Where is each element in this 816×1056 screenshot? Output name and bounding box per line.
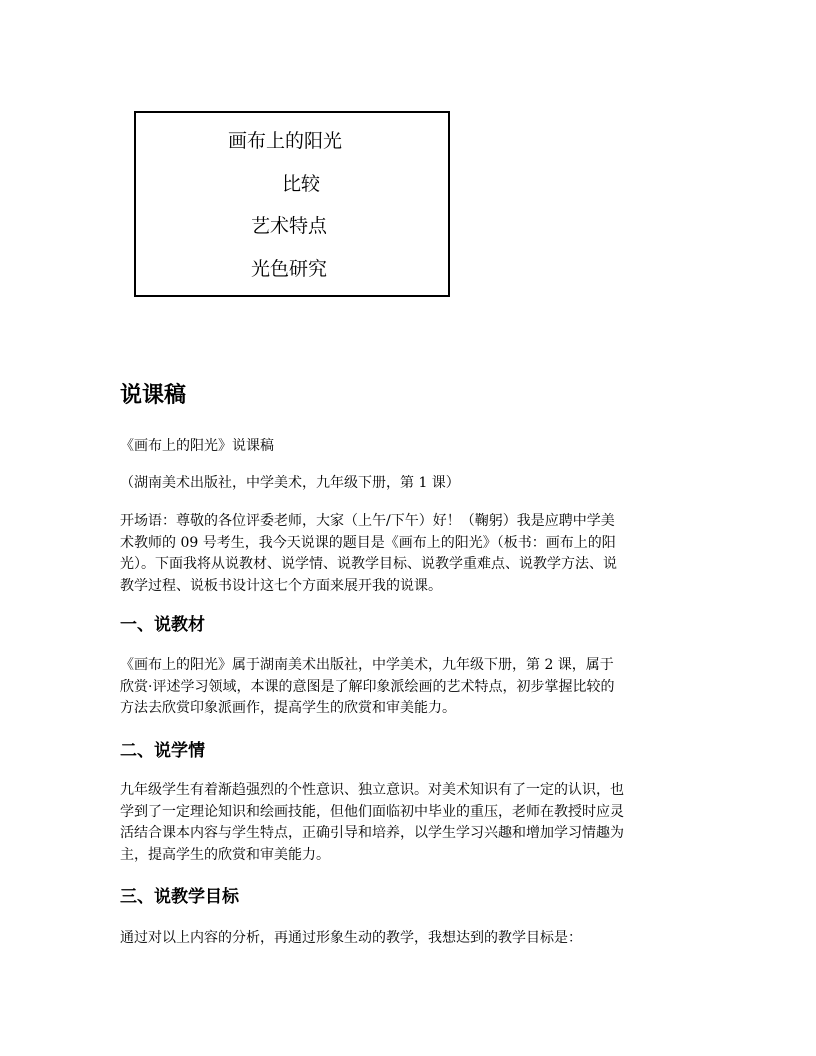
blackboard-design-box <box>134 111 450 297</box>
intro-paragraph <box>120 511 700 597</box>
body-line: 活结合课本内容与学生特点，正确引导和培养，以学生学习兴趣和增加学习情趣为 <box>120 825 624 841</box>
document-title: 说课稿 <box>120 383 187 408</box>
body-line: 主，提高学生的欣赏和审美能力。 <box>120 846 330 863</box>
section-students-body <box>120 780 700 866</box>
section-textbook-body <box>120 655 700 720</box>
body-line: 学到了一定理论知识和绘画技能，但他们面临初中毕业的重压，老师在教授时应灵 <box>120 803 624 820</box>
publisher-info: （湖南美术出版社，中学美术，九年级下册，第 1 课） <box>120 475 460 491</box>
board-line-compare: 比较 <box>282 173 321 195</box>
section-heading-textbook: 一、说教材 <box>120 615 205 635</box>
intro-line: 开场语：尊敬的各位评委老师，大家（上午/下午）好！（鞠躬）我是应聘中学美 <box>120 513 615 529</box>
intro-line: 术教师的 09 号考生，我今天说课的题目是《画布上的阳光》（板书：画布上的阳 <box>120 534 616 551</box>
body-line: 方法去欣赏印象派画作，提高学生的欣赏和审美能力。 <box>120 700 456 716</box>
body-line: 欣赏·评述学习领域，本课的意图是了解印象派绘画的艺术特点，初步掌握比较的 <box>120 678 615 695</box>
body-line: 九年级学生有着渐趋强烈的个性意识、独立意识。对美术知识有了一定的认识，也 <box>120 782 624 798</box>
body-line: 通过对以上内容的分析，再通过形象生动的教学，我想达到的教学目标是： <box>120 930 582 946</box>
section-heading-objectives: 三、说教学目标 <box>120 887 239 907</box>
board-line-art-features: 艺术特点 <box>251 215 328 237</box>
board-line-light-color: 光色研究 <box>251 258 328 280</box>
section-objectives-body <box>120 928 700 950</box>
subtitle: 《画布上的阳光》说课稿 <box>120 438 274 454</box>
body-line: 《画布上的阳光》属于湖南美术出版社，中学美术，九年级下册，第 2 课，属于 <box>120 657 614 673</box>
intro-line: 教学过程、说板书设计这七个方面来展开我的说课。 <box>120 577 442 594</box>
board-line-title: 画布上的阳光 <box>228 130 343 152</box>
section-heading-students: 二、说学情 <box>120 741 205 761</box>
intro-line: 光）。下面我将从说教材、说学情、说教学目标、说教学重难点、说教学方法、说 <box>120 556 617 572</box>
